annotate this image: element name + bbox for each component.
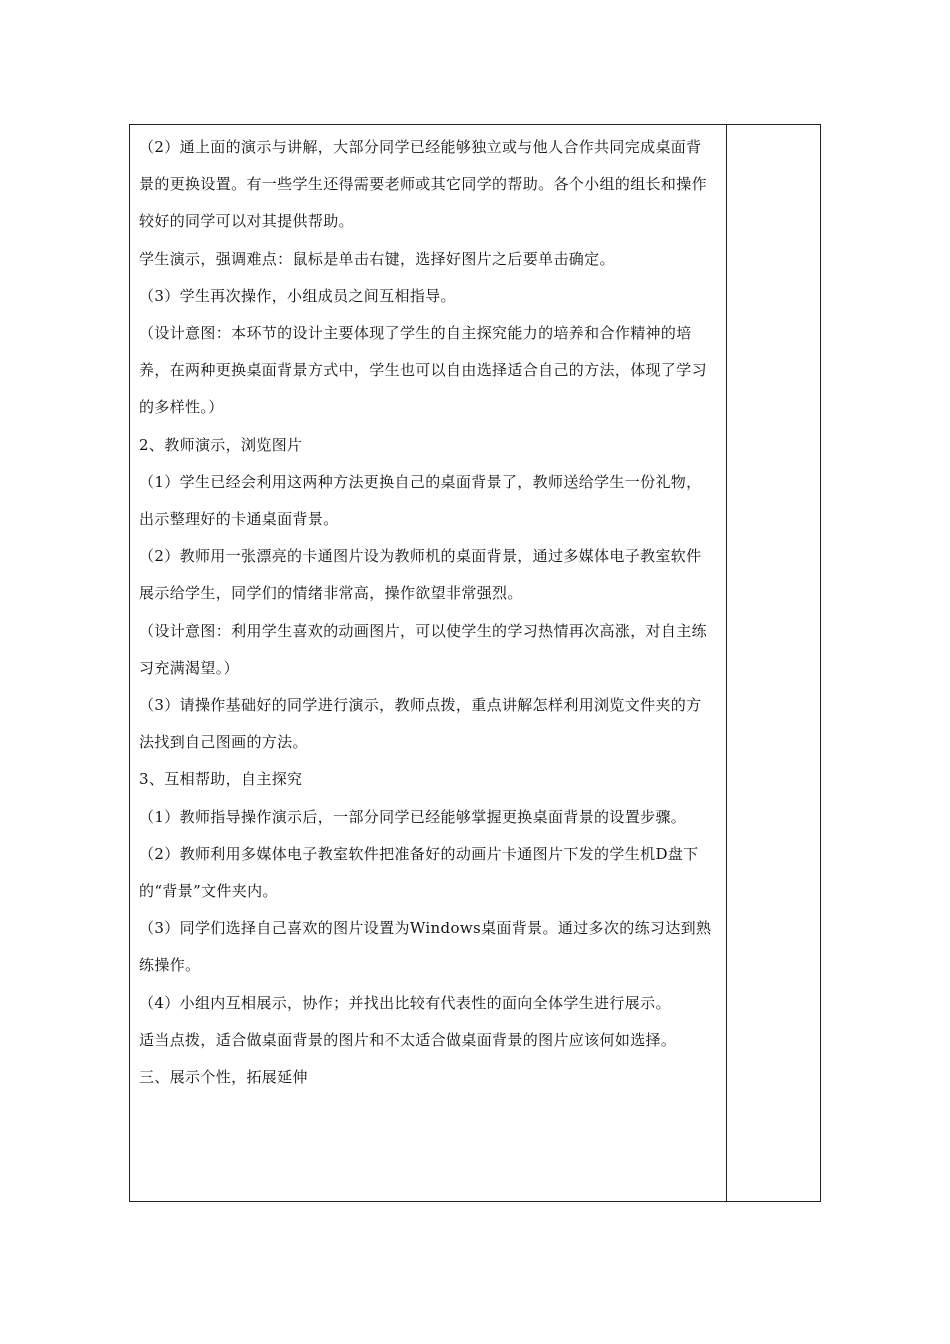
heading-mutual-help: 3、互相帮助，自主探究 <box>139 770 303 789</box>
paragraph-design-intent-2: （设计意图：利用学生喜欢的动画图片，可以使学生的学习热情再次高涨，对自主练习充满渴望。） <box>139 621 707 677</box>
paragraph-step2-2: （2）通上面的演示与讲解，大部分同学已经能够独立或与他人合作共同完成桌面背景的更换设置。有一些学生还得需要老师或其它同学的帮助。各个小组的组长和操作较好的同学可以对其提供帮助。 <box>139 138 707 231</box>
paragraph-teacher-3: （3）请操作基础好的同学进行演示，教师点拨，重点讲解怎样利用浏览文件夹的方法找到自己图画的方法。 <box>139 696 702 752</box>
paragraph-student-demo: 学生演示，强调难点：鼠标是单击右键，选择好图片之后要单击确定。 <box>139 249 615 268</box>
paragraph-design-intent-1: （设计意图：本环节的设计主要体现了学生的自主探究能力的培养和合作精神的培养，在两种更换桌面背景方式中，学生也可以自由选择适合自己的方法，体现了学习的多样性。） <box>139 324 707 417</box>
paragraph-guidance: 适当点拨，适合做桌面背景的图片和不太适合做桌面背景的图片应该何如选择。 <box>139 1030 677 1049</box>
heading-teacher-demo: 2、教师演示，浏览图片 <box>139 435 303 454</box>
paragraph-step2-3: （3）学生再次操作，小组成员之间互相指导。 <box>139 286 456 305</box>
paragraph-help-4: （4）小组内互相展示，协作；并找出比较有代表性的面向全体学生进行展示。 <box>139 993 671 1012</box>
paragraph-help-2: （2）教师利用多媒体电子教室软件把准备好的动画片卡通图片下发的学生机D盘下的“背景”文件夹内。 <box>139 844 699 901</box>
heading-show-personality: 三、展示个性，拓展延伸 <box>139 1068 308 1087</box>
lesson-plan-table <box>129 124 821 1202</box>
paragraph-teacher-2: （2）教师用一张漂亮的卡通图片设为教师机的桌面背景，通过多媒体电子教室软件展示给学生，同学们的情绪非常高，操作欲望非常强烈。 <box>139 547 702 603</box>
paragraph-teacher-1: （1）学生已经会利用这两种方法更换自己的桌面背景了，教师送给学生一份礼物，出示整理好的卡通桌面背景。 <box>139 472 702 529</box>
notes-cell <box>727 125 820 1201</box>
content-cell <box>130 125 727 1201</box>
paragraph-help-3: （3）同学们选择自己喜欢的图片设置为Windows桌面背景。通过多次的练习达到熟练操作。 <box>139 919 712 975</box>
paragraph-help-1: （1）教师指导操作演示后，一部分同学已经能够掌握更换桌面背景的设置步骤。 <box>139 807 687 826</box>
